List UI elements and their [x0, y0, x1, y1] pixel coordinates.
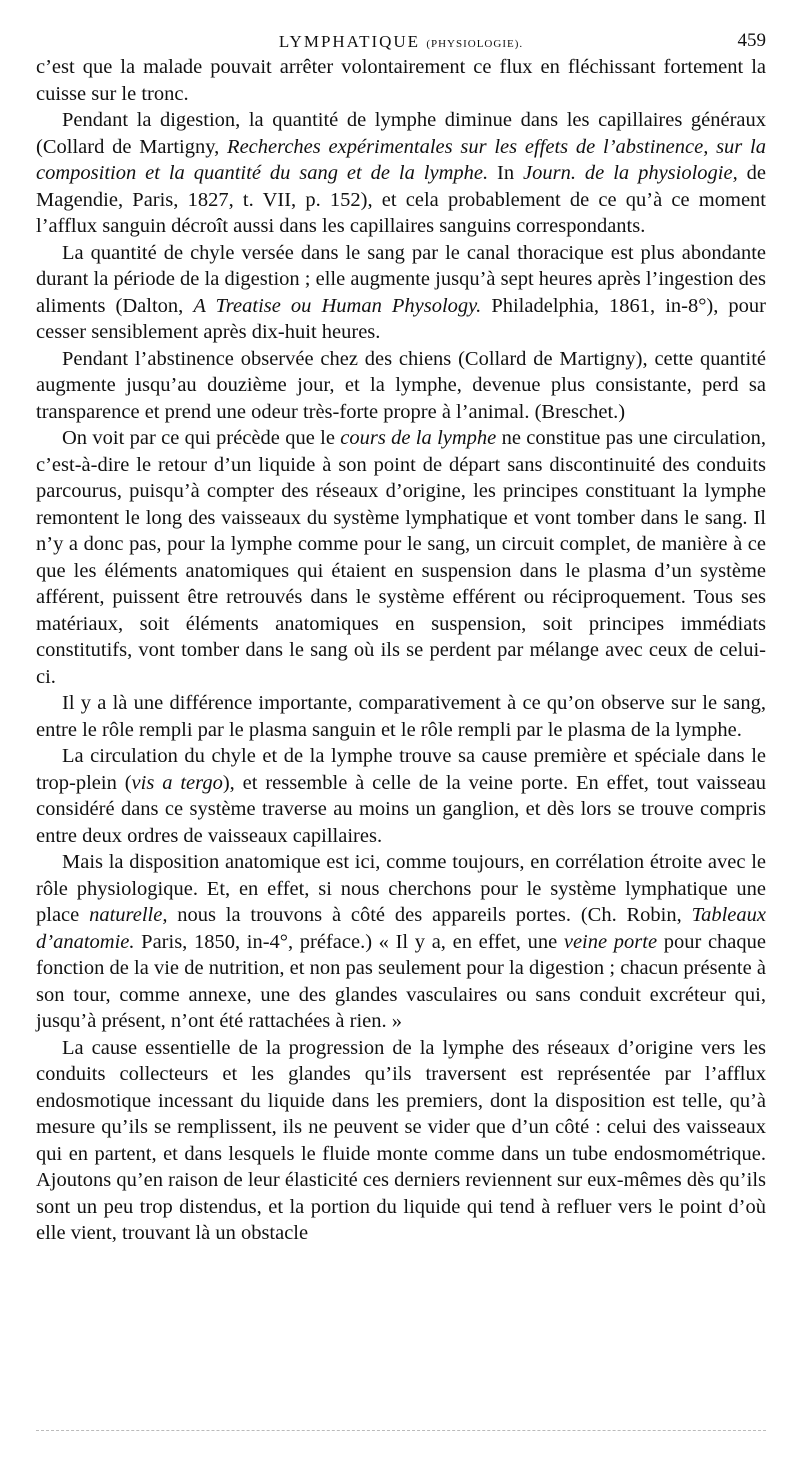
running-title-sub: (PHYSIOLOGIE). [426, 38, 524, 50]
text-run: La cause essentielle de la progression de la lymphe des réseaux d’origine vers les conduits collecteurs et les glandes qu’ils traversent est représentée par l’afflux endosmotique incessant du liquide dans les premiers, dont la disposition est telle, qu’à mesure qu’ils se remplissent, ils ne peuvent se vider que d’un côté : celui des vaisseaux qui en partent, et dans lesquels le fluide monte comme dans un tube endosmométrique. Ajoutons qu’en raison de leur élasticité ces derniers reviennent sur eux-mêmes dès qu’ils sont un peu trop distendus, et la portion du liquide qui tend à refluer vers le point d’où elle vient, trouvant là un obstacle [36, 1036, 766, 1244]
paragraph [36, 425, 766, 690]
body-text [36, 54, 766, 1247]
text-run: de Magendie, Paris, 1827, t. VII, p. 152), et cela probablement de ce qu’à ce moment l’afflux sanguin décroît aussi dans les capillaires sanguins correspondants. [36, 162, 766, 237]
page-number: 459 [737, 30, 766, 51]
italic-text: Tableaux d’anatomie. [36, 904, 766, 953]
document-page [36, 24, 766, 1247]
text-run: La quantité de chyle versée dans le sang par le canal thoracique est plus abondante durant la période de la digestion ; elle augmente jusqu’à sept heures après l’ingestion des aliments (Dalton, [36, 241, 766, 317]
text-run: c’est que la malade pouvait arrêter volontairement ce flux en fléchissant fortement la cuisse sur le tronc. [36, 56, 766, 105]
italic-text: vis a tergo [131, 771, 223, 794]
italic-text: Journ. de la physiologie, [523, 162, 738, 184]
text-run: Pendant la digestion, la quantité de lymphe diminue dans les capillaires généraux (Collard de Martigny, [36, 109, 766, 158]
paragraph [36, 346, 766, 426]
paragraph [36, 240, 766, 346]
text-run: ), et ressemble à celle de la veine porte. En effet, tout vaisseau considéré dans ce système traverse au moins un ganglion, et dès lors se trouve compris entre deux ordres de vaisseaux capillaires. [36, 771, 766, 847]
running-title [36, 32, 766, 52]
paragraph [36, 1035, 766, 1247]
text-run: Philadelphia, 1861, in-8°), pour cesser sensiblement après dix-huit heures. [36, 294, 766, 343]
running-title-main: LYMPHATIQUE [278, 32, 421, 51]
text-run: Pendant l’abstinence observée chez des chiens (Collard de Martigny), cette quantité augmente jusqu’au douzième jour, et la lymphe, devenue plus consistante, perd sa transparence et prend une odeur très-forte propre à l’animal. (Breschet.) [36, 347, 766, 423]
paragraph [36, 743, 766, 849]
text-run: Paris, 1850, in-4°, préface.) « Il y a, en effet, une [134, 930, 564, 953]
italic-text: veine porte [563, 930, 658, 953]
italic-text: cours de la lymphe [340, 427, 497, 449]
text-run: La circulation du chyle et de la lymphe trouve sa cause première et spéciale dans le trop-plein ( [36, 745, 766, 794]
paragraph [36, 54, 766, 107]
italic-text: naturelle, [89, 904, 168, 926]
footer-rule [36, 1430, 766, 1431]
paragraph [36, 107, 766, 240]
text-run: nous la trouvons à côté des appareils portes. (Ch. Robin, [167, 904, 692, 926]
paragraph [36, 690, 766, 743]
text-run: pour chaque fonction de la vie de nutrition, et non pas seulement pour la digestion ; chacun présente à son tour, comme annexe, une des glandes vasculaires ou sans conduit excréteur qui, jusqu’à présent, n’ont été rattachées à rien. » [36, 930, 767, 1032]
paragraph [36, 849, 766, 1035]
italic-text: Recherches expérimentales sur les effets de l’abstinence, sur la composition et la quantité du sang et de la lymphe. [36, 135, 766, 184]
text-run: Mais la disposition anatomique est ici, comme toujours, en corrélation étroite avec le rôle physiologique. Et, en effet, si nous cherchons pour le système lymphatique une place [36, 851, 766, 926]
italic-text: A Treatise ou Human Physology. [193, 294, 482, 317]
text-run: In [488, 162, 524, 184]
running-header [36, 24, 766, 54]
text-run: On voit par ce qui précède que le [62, 427, 341, 449]
text-run: Il y a là une différence importante, comparativement à ce qu’on observe sur le sang, entre le rôle rempli par le plasma sanguin et le rôle rempli par le plasma de la lymphe. [36, 692, 766, 741]
text-run: ne constitue pas une circulation, c’est-à-dire le retour d’un liquide à son point de départ sans discontinuité des conduits parcourus, puisqu’à compter des réseaux d’origine, les principes constituant la lymphe remontent le long des vaisseaux du système lymphatique et vont tomber dans le sang. Il n’y a donc pas, pour la lymphe comme pour le sang, un circuit complet, de manière à ce que les éléments anatomiques qui étaient en suspension dans le plasma d’un système afférent, puissent être retrouvés dans le système efférent ou réciproquement. Tous ses matériaux, soit éléments anatomiques en suspension, soit principes immédiats constitutifs, vont tomber dans le sang où ils se perdent par mélange avec ceux de celui-ci. [36, 427, 766, 688]
